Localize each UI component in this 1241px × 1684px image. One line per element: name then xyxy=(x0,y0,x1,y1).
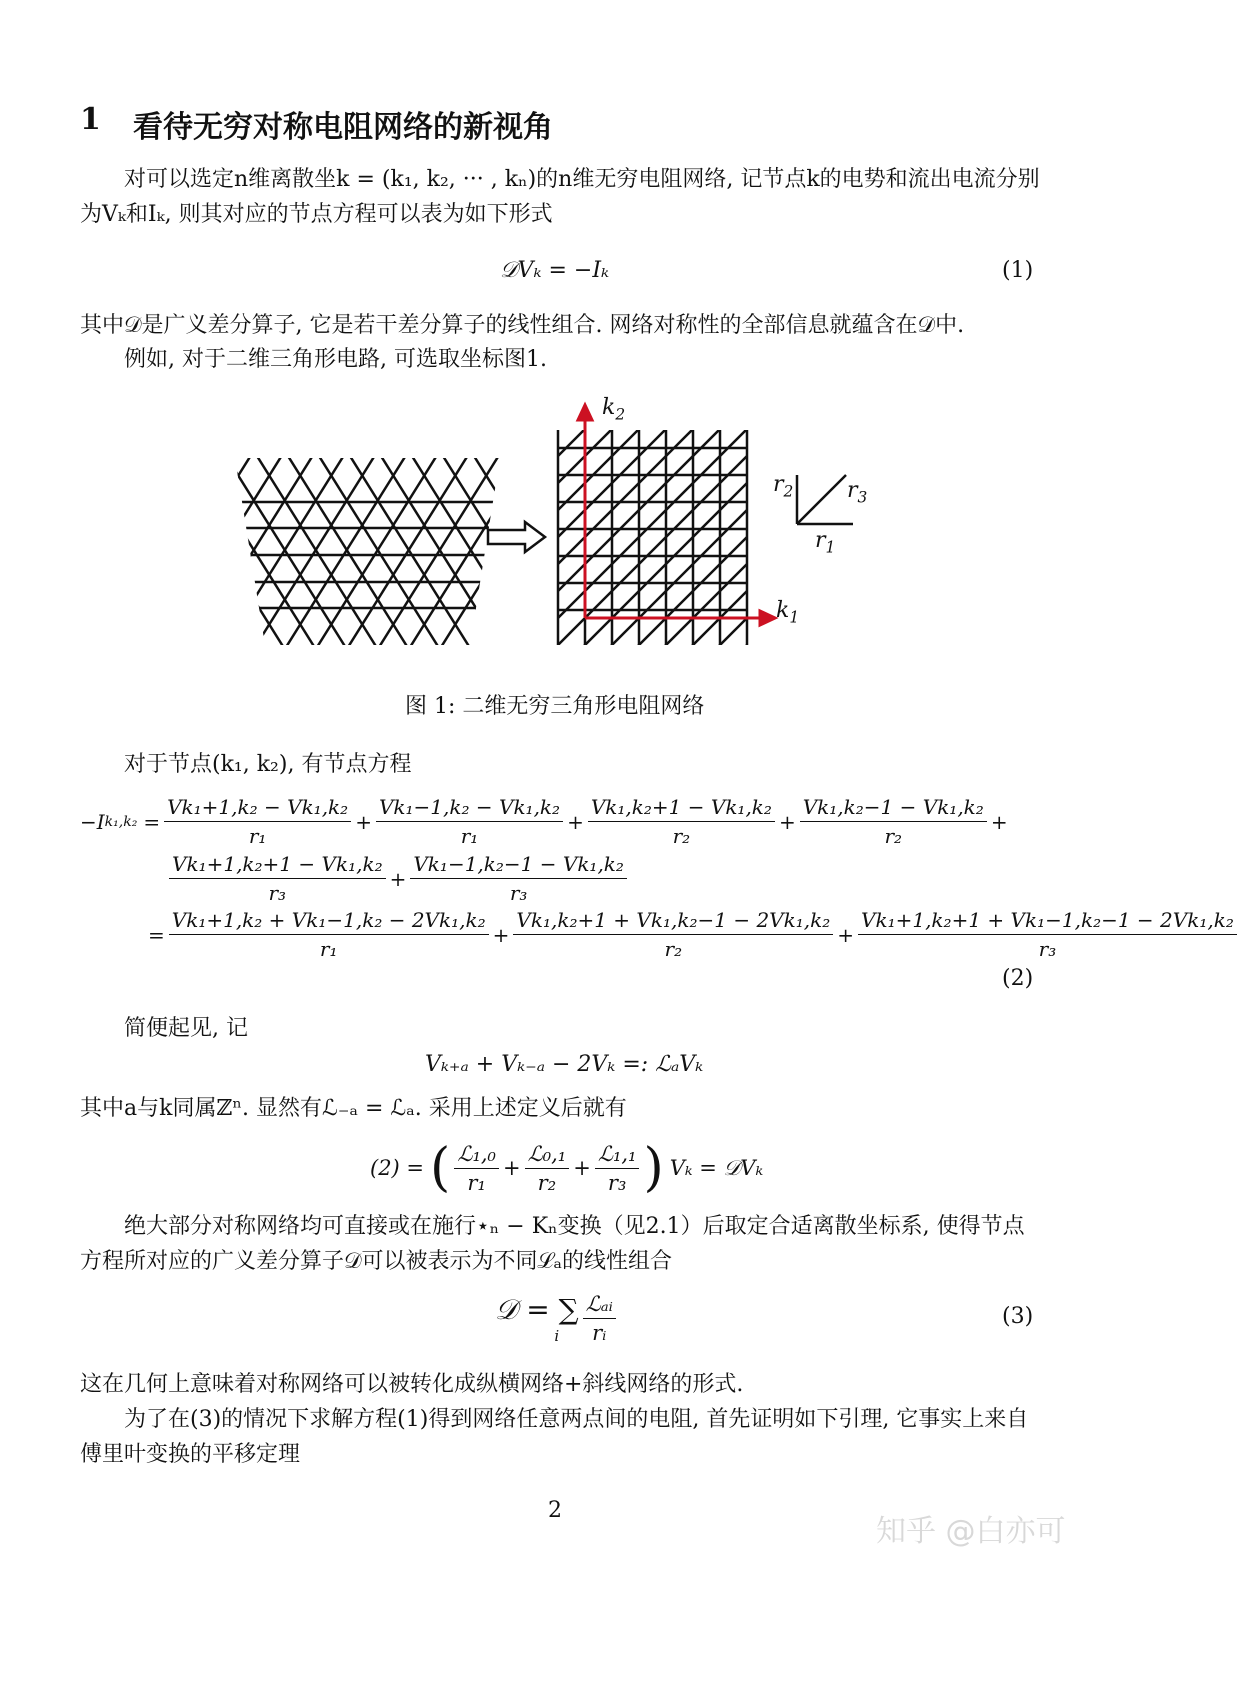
grid-diagonal xyxy=(808,415,1058,665)
r3-label: $r_3$ xyxy=(847,478,868,507)
para3: 例如, 对于二维三角形电路, 可选取坐标图1. xyxy=(124,347,547,372)
para1-line2: 为Vₖ和Iₖ, 则其对应的节点方程可以表为如下形式 xyxy=(80,202,553,227)
axis-k2-label: $k_2$ xyxy=(602,395,626,424)
grid-diagonal xyxy=(268,415,518,665)
lattice-diag-right xyxy=(470,400,658,700)
lattice-diag-left xyxy=(191,400,379,700)
equation-3: 𝒟 = ∑ i $\frac{\text{ℒₐᵢ}}{\text{rᵢ}}$ xyxy=(495,1292,620,1345)
section-title: 看待无穷对称电阻网络的新视角 xyxy=(133,110,553,145)
para5: 简便起见, 记 xyxy=(124,1016,248,1041)
para4: 对于节点(k₁, k₂), 有节点方程 xyxy=(124,752,412,777)
lattice-diag-left xyxy=(470,400,658,700)
para2: 其中𝒟是广义差分算子, 它是若干差分算子的线性组合. 网络对称性的全部信息就蕴含在𝒟中. xyxy=(80,313,965,338)
resistor-legend xyxy=(797,475,853,524)
lattice-diag-right xyxy=(98,400,286,700)
grid-diagonal xyxy=(727,415,977,665)
lattice-diag-left xyxy=(346,400,534,700)
lattice-diag-left xyxy=(284,400,472,700)
lattice-diag-right xyxy=(67,400,255,700)
para9-line1: 为了在(3)的情况下求解方程(1)得到网络任意两点间的电阻, 首先证明如下引理, 它事实上来自 xyxy=(124,1407,1029,1432)
lattice-diag-left xyxy=(0,400,162,700)
r2-label: $r_2$ xyxy=(773,472,794,501)
lattice-diag-left xyxy=(36,400,224,700)
lattice-diag-right xyxy=(5,400,193,700)
transform-arrow xyxy=(488,522,545,552)
r1-label: $r_1$ xyxy=(815,528,836,557)
figure-1 xyxy=(0,390,1191,690)
section-number: 1 xyxy=(80,102,101,137)
grid-diagonal xyxy=(349,415,599,665)
lattice-diag-left xyxy=(377,400,565,700)
lattice-diag-left xyxy=(315,400,503,700)
equation-2-number: (2) xyxy=(1002,966,1034,991)
grid-diagonal xyxy=(430,415,680,665)
lattice-diag-right xyxy=(36,400,224,700)
equation-1-number: (1) xyxy=(1002,258,1034,283)
watermark: 知乎 @白亦可 xyxy=(876,1514,1066,1549)
lattice-diag-left xyxy=(253,400,441,700)
grid-diagonal xyxy=(511,415,761,665)
operator-equation: (2) = ( $\frac{\text{ℒ₁,₀}}{\text{r₁}}$ + $\frac{\text{ℒ₀,₁}}{\text{r₂}}$ + $\frac{\text{ℒ₁,₁}}{\text{r₃}}$ ) Vₖ = 𝒟Vₖ xyxy=(370,1138,764,1198)
equation-3-number: (3) xyxy=(1002,1304,1034,1329)
lattice-diag-right xyxy=(0,400,162,700)
equation-2-line1: −I k₁,k₂ = $\frac{\text{Vk₁+1,k₂ − Vk₁,k₂}}{\text{r₁}}$ + $\frac{\text{Vk₁−1,k₂ − Vk₁,k₂}}{\text{r₁}}$ + $\frac{\text{Vk₁,k₂+1 − Vk₁,k₂}}{\text{r₂}}$ + $\frac{\text{Vk₁,k₂−1 − Vk₁,k₂}}{\text{r₂}}$ + xyxy=(80,795,1008,848)
axis-k1-label: $k_1$ xyxy=(776,598,800,627)
definition-equation: Vₖ₊ₐ + Vₖ₋ₐ − 2Vₖ =: ℒₐVₖ xyxy=(425,1052,704,1077)
para1-line1: 对可以选定n维离散坐k = (k₁, k₂, ··· , kₙ)的n维无穷电阻网络, 记节点k的电势和流出电流分别 xyxy=(124,167,1040,192)
lattice-diag-left xyxy=(129,400,317,700)
grid-diagonal xyxy=(538,415,788,665)
lattice-diag-left xyxy=(98,400,286,700)
para9-line2: 傅里叶变换的平移定理 xyxy=(80,1442,301,1467)
equation-2-line2: $\frac{\text{Vk₁+1,k₂+1 − Vk₁,k₂}}{\text{r₃}}$ + $\frac{\text{Vk₁−1,k₂−1 − Vk₁,k₂}}{\text{r₃}}$ xyxy=(165,852,631,905)
grid-diagonal xyxy=(592,415,842,665)
lattice-diag-left xyxy=(160,400,348,700)
lattice-diag-left xyxy=(222,400,410,700)
grid-diagonal xyxy=(646,415,896,665)
para7-line1: 绝大部分对称网络均可直接或在施行⋆ₙ − Kₙ变换（见2.1）后取定合适离散坐标系, 使得节点 xyxy=(124,1214,1025,1239)
lattice-diag-right xyxy=(129,400,317,700)
lattice-diag-left xyxy=(5,400,193,700)
equation-2-line3: = $\frac{\text{Vk₁+1,k₂ + Vk₁−1,k₂ − 2Vk₁,k₂}}{\text{r₁}}$ + $\frac{\text{Vk₁,k₂+1 + Vk₁,k₂−1 − 2Vk₁,k₂}}{\text{r₂}}$ + $\frac{\text{Vk₁+1,k₂+1 + Vk₁−1,k₂−1 − 2Vk₁,k₂}}{\text{r₃}}$ xyxy=(148,908,1241,961)
para7-line2: 方程所对应的广义差分算子𝒟可以被表示为不同ℒₐ的线性组合 xyxy=(80,1249,673,1274)
para6: 其中a与k同属ℤⁿ. 显然有ℒ₋ₐ = ℒₐ. 采用上述定义后就有 xyxy=(80,1096,627,1121)
page-number: 2 xyxy=(548,1498,562,1523)
equation-1: 𝒟Vₖ = −Iₖ xyxy=(500,258,610,283)
para8: 这在几何上意味着对称网络可以被转化成纵横网络+斜线网络的形式. xyxy=(80,1372,744,1397)
lattice-diag-left xyxy=(67,400,255,700)
figure-caption: 图 1: 二维无穷三角形电阻网络 xyxy=(405,694,705,719)
